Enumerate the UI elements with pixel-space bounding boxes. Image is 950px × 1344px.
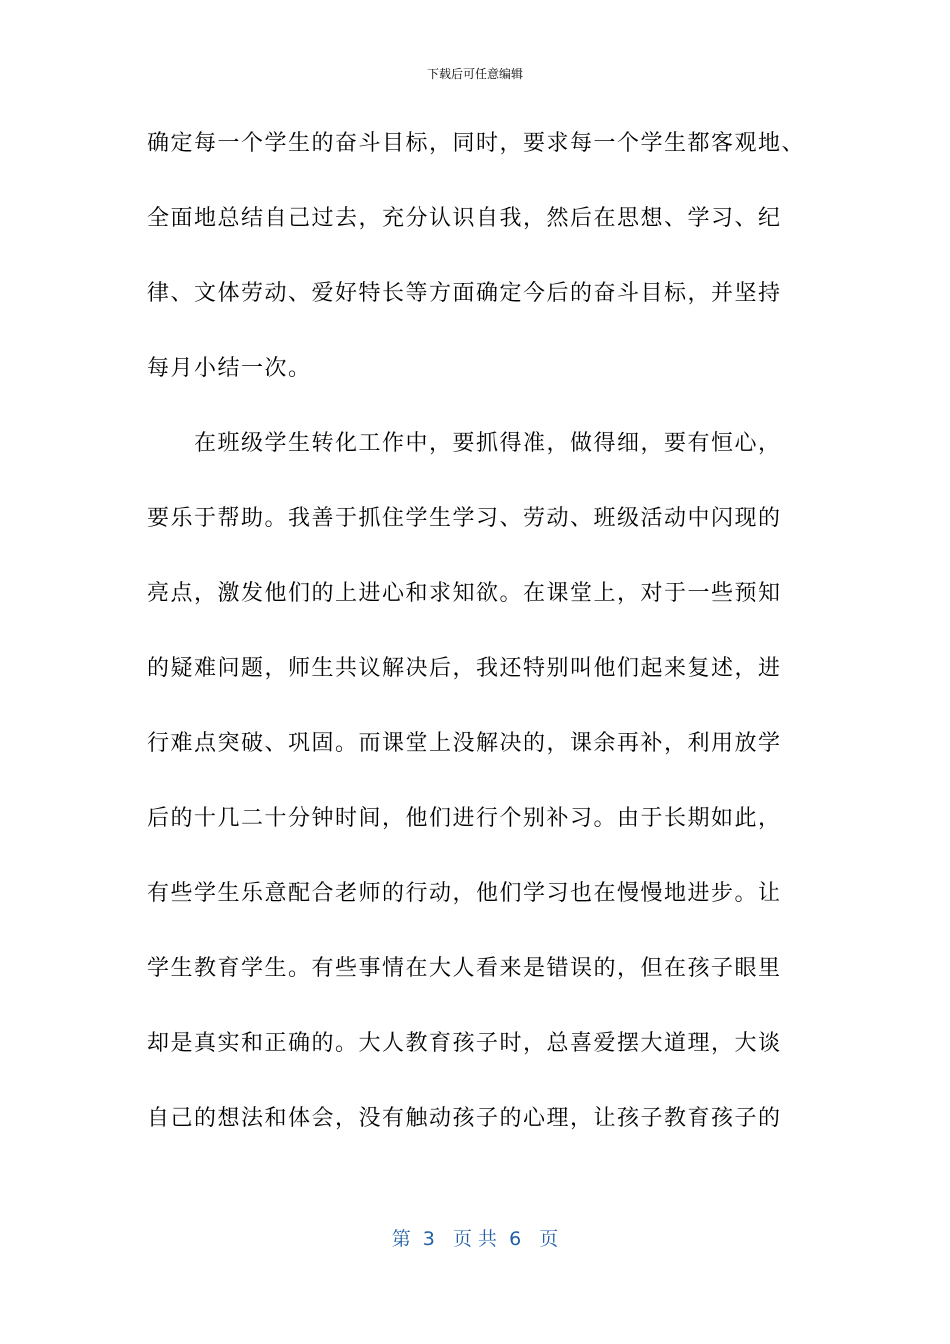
text-line: 学生教育学生。有些事情在大人看来是错误的，但在孩子眼里 bbox=[147, 956, 782, 981]
text-line: 自己的想法和体会，没有触动孩子的心理，让孩子教育孩子的 bbox=[147, 1106, 782, 1131]
text-line: 要乐于帮助。我善于抓住学生学习、劳动、班级活动中闪现的 bbox=[147, 506, 782, 531]
text-line: 却是真实和正确的。大人教育孩子时，总喜爱摆大道理，大谈 bbox=[147, 1031, 782, 1056]
header-note: 下载后可任意编辑 bbox=[426, 67, 523, 81]
text-line: 行难点突破、巩固。而课堂上没解决的，课余再补，利用放学 bbox=[147, 731, 782, 756]
document-body bbox=[147, 124, 817, 1174]
text-line: 有些学生乐意配合老师的行动，他们学习也在慢慢地进步。让 bbox=[147, 881, 782, 906]
page-number: 第 3 页 共 6 页 bbox=[391, 1228, 559, 1250]
text-line: 后的十几二十分钟时间，他们进行个别补习。由于长期如此， bbox=[147, 806, 782, 831]
text-line: 确定每一个学生的奋斗目标，同时，要求每一个学生都客观地、 bbox=[147, 131, 806, 156]
text-line: 每月小结一次。 bbox=[147, 356, 312, 381]
text-line: 亮点，激发他们的上进心和求知欲。在课堂上，对于一些预知 bbox=[147, 581, 782, 606]
text-line: 律、文体劳动、爱好特长等方面确定今后的奋斗目标，并坚持 bbox=[147, 281, 782, 306]
text-line: 的疑难问题，师生共议解决后，我还特别叫他们起来复述，进 bbox=[147, 656, 782, 681]
text-line: 在班级学生转化工作中，要抓得准，做得细，要有恒心， bbox=[147, 431, 782, 456]
text-line: 全面地总结自己过去，充分认识自我，然后在思想、学习、纪 bbox=[147, 206, 782, 231]
